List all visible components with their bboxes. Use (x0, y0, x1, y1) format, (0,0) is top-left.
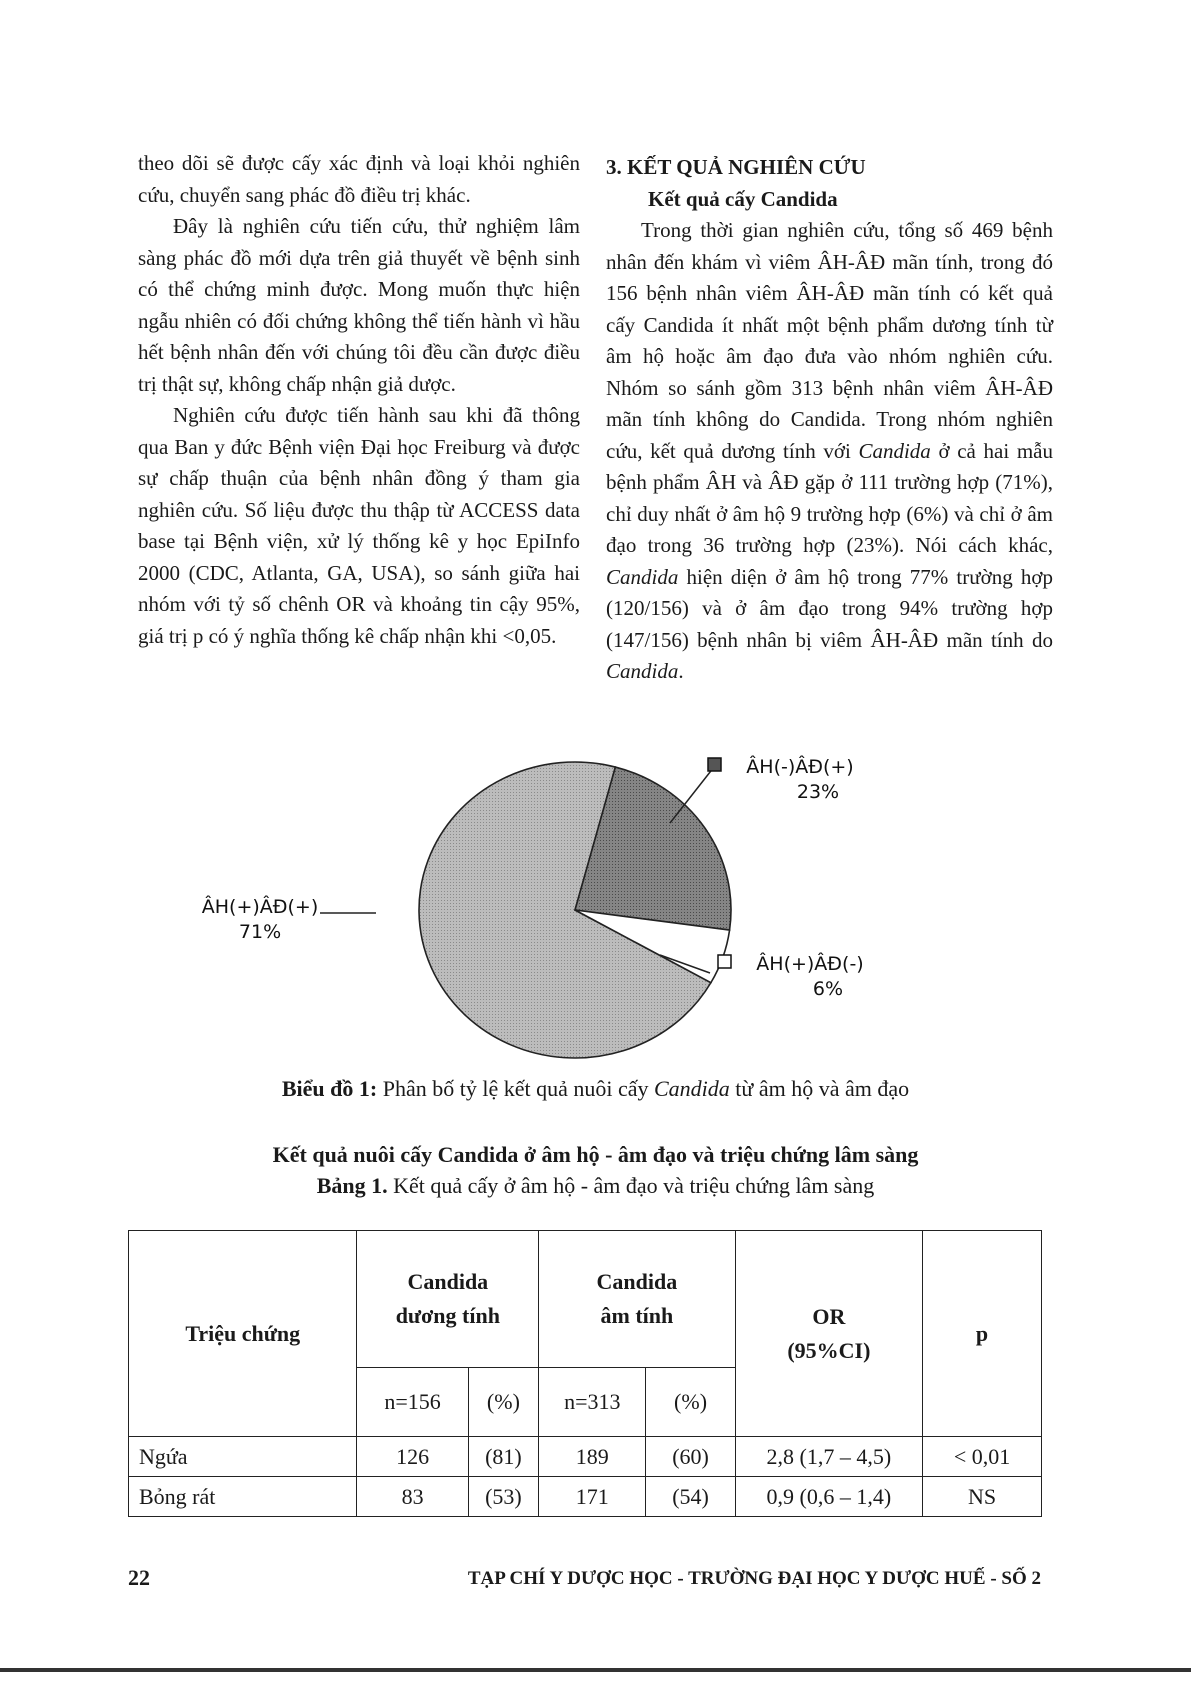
header-symptom: Triệu chứng (129, 1231, 357, 1437)
table-header-row (129, 1231, 1042, 1368)
header-neg-line2: âm tính (600, 1303, 674, 1328)
left-paragraph-3: Nghiên cứu được tiến hành sau khi đã thông qua Ban y đức Bệnh viện Đại học Freiburg và được sự chấp thuận của bệnh nhân đồng ý tham gia nghiên cứu. Số liệu được thu thập từ ACCESS data base tại Bệnh viện, xử lý thống kê y học EpiInfo 2000 (CDC, Atlanta, GA, USA), so sánh giữa hai nhóm với tỷ số chênh OR và khoảng tin cậy 95%, giá trị p có ý nghĩa thống kê chấp nhận khi <0,05. (138, 403, 580, 648)
header-pos-line1: Candida (407, 1269, 489, 1294)
bottom-rule (0, 1668, 1191, 1672)
pie-slice-value-label: 6% (812, 978, 844, 1000)
row-or: 0,9 (0,6 – 1,4) (735, 1477, 922, 1517)
candida-italic-1: Candida (858, 438, 931, 463)
subsection-heading: Kết quả cấy Candida (648, 186, 838, 211)
legend-swatch (708, 758, 721, 771)
right-column (606, 152, 1053, 688)
row-neg-pct: (60) (646, 1437, 735, 1477)
pie-slices (419, 762, 731, 1058)
table-row (129, 1437, 1042, 1477)
figure-caption (0, 1076, 1191, 1102)
pie-slice-label: ÂH(+)ÂĐ(+) (201, 896, 319, 918)
results-table (128, 1230, 1042, 1517)
subheader-pos-pct: (%) (468, 1368, 539, 1437)
header-p: p (923, 1231, 1042, 1437)
row-symptom: Bỏng rát (129, 1477, 357, 1517)
row-pos-n: 83 (357, 1477, 468, 1517)
figure-caption-label: Biểu đồ 1: (281, 1076, 378, 1101)
legend-swatch (718, 955, 731, 968)
row-pos-pct: (81) (468, 1437, 539, 1477)
table-caption-text: Kết quả cấy ở âm hộ - âm đạo và triệu chứng lâm sàng (387, 1173, 875, 1198)
results-text-1: Trong thời gian nghiên cứu, tổng số 469 bệnh nhân đến khám vì viêm ÂH-ÂĐ mãn tính, trong đó 156 bệnh nhân viêm ÂH-ÂĐ mãn tính có kết quả cấy Candida ít nhất một bệnh phẩm dương tính từ âm hộ hoặc âm đạo đưa vào nhóm nghiên cứu. Nhóm so sánh gồm 313 bệnh nhân viêm ÂH-ÂĐ mãn tính không do Candida. Trong nhóm nghiên cứu, kết quả dương tính với (606, 218, 1053, 463)
header-or (735, 1231, 922, 1437)
row-neg-n: 189 (539, 1437, 646, 1477)
left-paragraph-1: theo dõi sẽ được cấy xác định và loại khỏi nghiên cứu, chuyển sang phác đồ điều trị khác. (138, 151, 580, 207)
candida-italic-3: Candida (606, 659, 679, 683)
row-pos-pct: (53) (468, 1477, 539, 1517)
subheader-pos-n: n=156 (357, 1368, 468, 1437)
figure-caption-italic: Candida (654, 1076, 730, 1101)
table-section-title: Kết quả nuôi cấy Candida ở âm hộ - âm đạo và triệu chứng lâm sàng (272, 1142, 919, 1167)
header-or-line2: (95%CI) (787, 1337, 871, 1363)
header-pos-line2: dương tính (395, 1303, 500, 1328)
results-text-3: hiện diện ở âm hộ trong 77% trường hợp (120/156) và ở âm đạo trong 94% trường hợp (147/156) bệnh nhân bị viêm ÂH-ÂĐ mãn tính do (606, 564, 1053, 652)
pie-slice-value-label: 23% (796, 781, 840, 803)
section-heading: 3. KẾT QUẢ NGHIÊN CỨU (606, 155, 866, 179)
header-neg-line1: Candida (596, 1269, 678, 1294)
row-pos-n: 126 (357, 1437, 468, 1477)
figure-caption-text-1: Phân bố tỷ lệ kết quả nuôi cấy (377, 1076, 654, 1101)
row-or: 2,8 (1,7 – 4,5) (735, 1437, 922, 1477)
table-caption-label: Bảng 1. (316, 1173, 388, 1198)
pie-slice-value-label: 71% (238, 921, 282, 943)
row-p: < 0,01 (923, 1437, 1042, 1477)
table-caption (0, 1173, 1191, 1199)
row-neg-pct: (54) (646, 1477, 735, 1517)
results-text-2: ở cả hai mẫu bệnh phẩm ÂH và ÂĐ gặp ở 111 trường hợp (71%), chỉ duy nhất ở âm hộ 9 trường hợp (6%) và chỉ ở âm đạo trong 36 trường hợp (23%). Nói cách khác, (606, 438, 1053, 557)
subheader-neg-n: n=313 (539, 1368, 646, 1437)
header-candida-negative (539, 1231, 735, 1368)
pie-chart (201, 756, 960, 1055)
header-candida-positive (357, 1231, 539, 1368)
candida-italic-2: Candida (606, 564, 679, 589)
results-text-4: . (678, 659, 684, 683)
header-or-line1: OR (812, 1303, 846, 1329)
page-number: 22 (128, 1565, 150, 1590)
results-paragraph (606, 215, 1053, 688)
row-p: NS (923, 1477, 1042, 1517)
row-symptom: Ngứa (129, 1437, 357, 1477)
pie-slice-label: ÂH(-)ÂĐ(+) (746, 756, 854, 778)
pie-slice-label: ÂH(+)ÂĐ(-) (756, 953, 864, 975)
table-row (129, 1477, 1042, 1517)
figure-caption-text-2: từ âm hộ và âm đạo (729, 1076, 910, 1101)
left-paragraph-2: Đây là nghiên cứu tiến cứu, thử nghiệm lâm sàng phác đồ mới dựa trên giả thuyết về bệnh sinh có thể chứng minh được. Mong muốn thực hiện ngẫu nhiên có đối chứng không thể tiến hành vì hầu hết bệnh nhân đến với chúng tôi đều cần được điều trị thật sự, không chấp nhận giả dược. (138, 214, 580, 396)
subheader-neg-pct: (%) (646, 1368, 735, 1437)
journal-footer: TẠP CHÍ Y DƯỢC HỌC - TRƯỜNG ĐẠI HỌC Y DƯỢC HUẾ - SỐ 2 (467, 1568, 1041, 1589)
row-neg-n: 171 (539, 1477, 646, 1517)
left-column (138, 148, 580, 652)
